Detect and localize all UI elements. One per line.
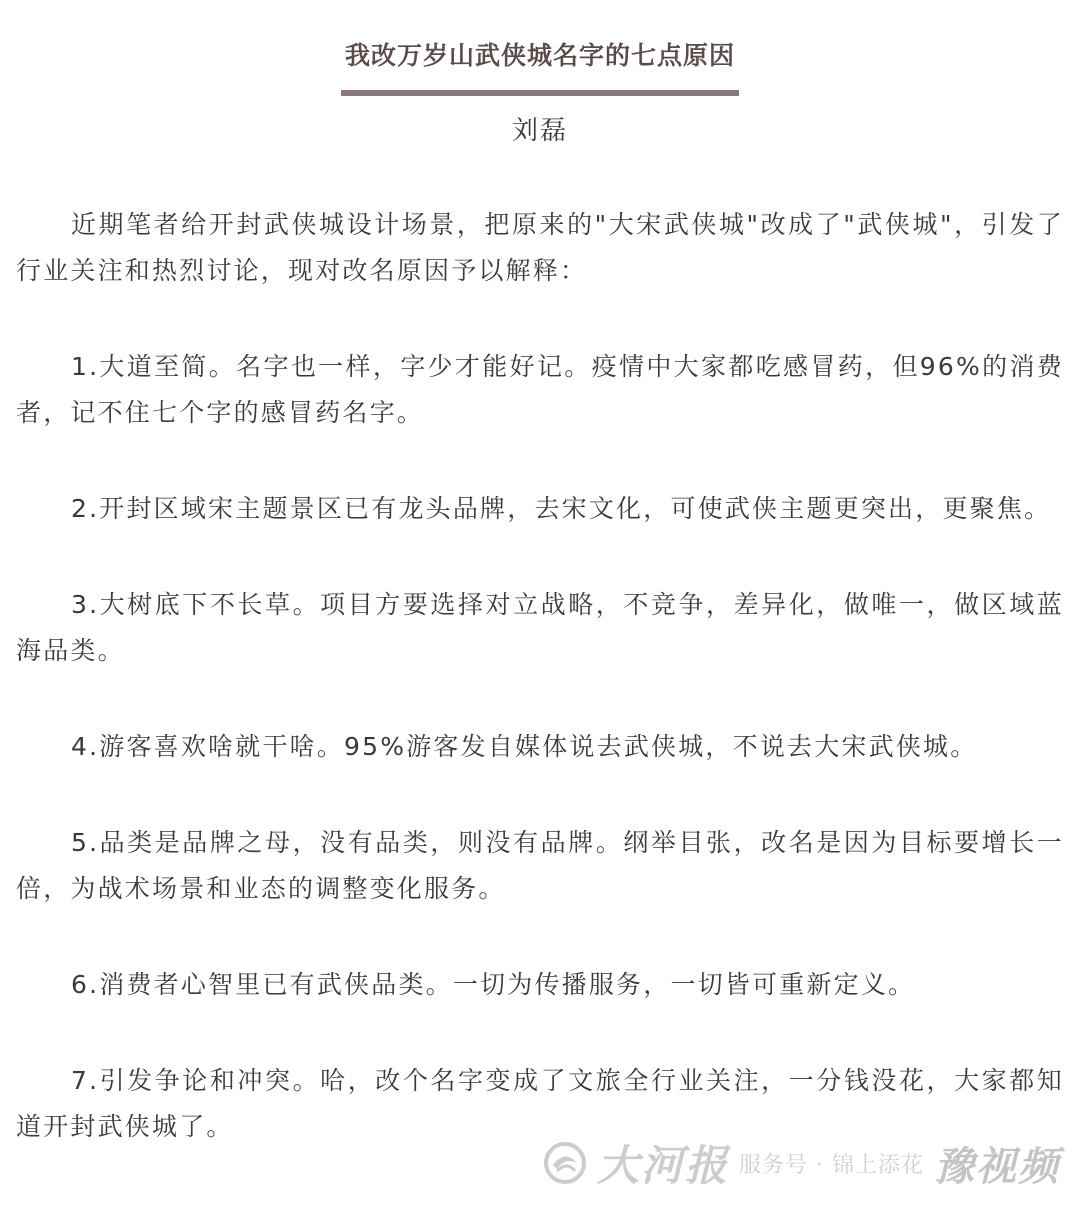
paragraph-reason-1: 1.大道至简。名字也一样，字少才能好记。疫情中大家都吃感冒药，但96%的消费者，记不住七个字的感冒药名字。 — [16, 352, 1064, 427]
title-block — [0, 36, 1080, 96]
watermark-brand: 大河报 — [597, 1141, 730, 1190]
paragraph-intro: 近期笔者给开封武侠城设计场景，把原来的"大宋武侠城"改成了"武侠城"，引发了行业关注和热烈讨论，现对改名原因予以解释： — [16, 210, 1064, 285]
paragraph-reason-7: 7.引发争论和冲突。哈，改个名字变成了文旅全行业关注，一分钱没花，大家都知道开封武侠城了。 — [16, 1066, 1064, 1141]
watermark-subtitle: 服务号 · 锦上添花 — [739, 1152, 924, 1178]
paragraph-reason-2: 2.开封区域宋主题景区已有龙头品牌，去宋文化，可使武侠主题更突出，更聚焦。 — [71, 494, 1052, 523]
article-author: 刘磊 — [511, 116, 568, 146]
paragraph-reason-5: 5.品类是品牌之母，没有品类，则没有品牌。纲举目张，改名是因为目标要增长一倍，为战术场景和业态的调整变化服务。 — [16, 828, 1064, 903]
watermark-brand-video: 豫视频 — [934, 1143, 1060, 1190]
article-body — [16, 202, 1064, 1200]
paragraph-reason-4: 4.游客喜欢啥就干啥。95%游客发自媒体说去武侠城，不说去大宋武侠城。 — [71, 732, 978, 761]
paragraph-reason-3: 3.大树底下不长草。项目方要选择对立战略，不竞争，差异化，做唯一，做区域蓝海品类。 — [16, 590, 1064, 665]
paragraph-reason-6: 6.消费者心智里已有武侠品类。一切为传播服务，一切皆可重新定义。 — [71, 970, 916, 999]
article-title: 我改万岁山武侠城名字的七点原因 — [341, 36, 739, 96]
